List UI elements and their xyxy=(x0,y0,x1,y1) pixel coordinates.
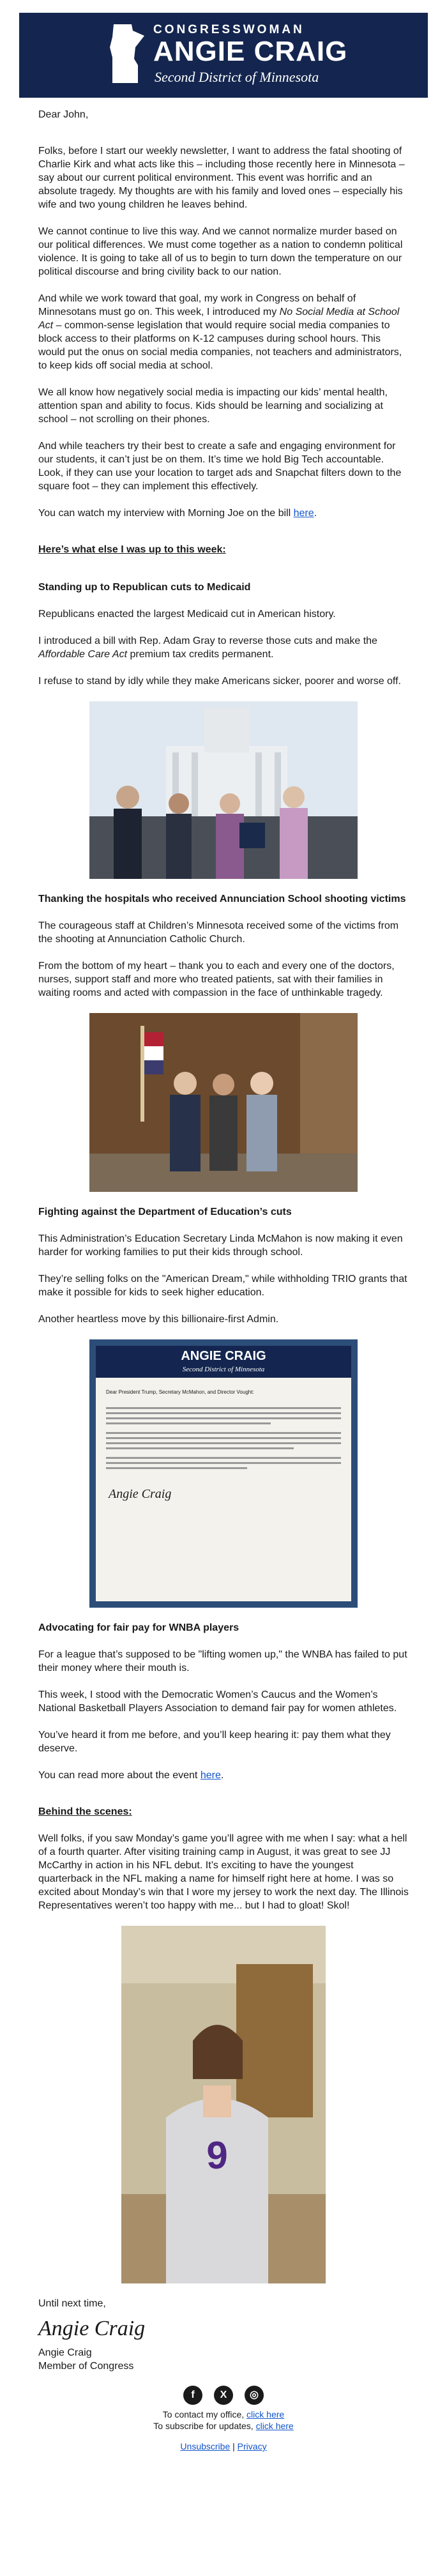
letter-header: ANGIE CRAIG Second District of Minnesota xyxy=(96,1346,351,1378)
letter-body-lines xyxy=(96,1401,351,1475)
body-paragraph: We all know how negatively social media is impacting our kids’ mental health, attention span and ability to focus. Kids should be learning and socializing at school – not scrolling on their phones. xyxy=(38,387,388,425)
interview-paragraph: You can watch my interview with Morning Joe on the bill here. xyxy=(38,508,317,519)
footer-links xyxy=(0,2441,447,2452)
contact-line: To contact my office, click here xyxy=(162,2409,285,2420)
wnba-more-paragraph: You can read more about the event here. xyxy=(38,1770,224,1781)
footer-separator: | xyxy=(232,2441,235,2451)
hospitals-paragraph: From the bottom of my heart – thank you to each and every one of the doctors, nurses, support staff and more who treated patients, sat with their families in waiting rooms and acted with compassion in the face of unthinkable tragedy. xyxy=(38,961,395,998)
intro-paragraph: We cannot continue to live this way. And we cannot normalize murder based on our political differences. We must come together as a nation to condemn political violence. It is going to take all of us to begin to turn down the temperature on our political discourse and bring civility back to our nation. xyxy=(38,226,403,277)
banner-line1: CONGRESSWOMAN xyxy=(153,23,305,36)
minnesota-map-icon xyxy=(109,22,147,86)
unsubscribe-link[interactable]: Unsubscribe xyxy=(180,2441,231,2451)
body-paragraph: And while teachers try their best to create a safe and engaging environment for our students, it can’t just be on them. It’s time we hold Big Tech accountable. Look, if they can use your location to target ads and Snapchat filters down to the square foot – they can implement this effectively. xyxy=(38,441,402,492)
letter-salutation: Dear President Trump, Secretary McMahon, and Director Vought: xyxy=(106,1389,254,1395)
contact-link[interactable]: click here xyxy=(246,2409,285,2420)
education-letter-image xyxy=(89,1339,358,1608)
hospitals-heading: Thanking the hospitals who received Annunciation School shooting victims xyxy=(38,894,406,904)
act-paragraph: And while we work toward that goal, my work in Congress on behalf of Minnesotans must go on. This week, I introduced my No Social Media at School Act – common-sense legislation that would require social media companies to block access to their platforms on K-12 campuses during school hours. This would put the onus on social media companies, not teachers and administrators, to keep kids off social media at school. xyxy=(38,293,402,371)
behind-scenes-paragraph: Well folks, if you saw Monday’s game you’ll agree with me when I say: what a hell of a fourth quarter. After visiting training camp in August, it was great to see JJ McCarthy in action in his NFL debut. It’s exciting to have the youngest quarterback in the NFL making a name for himself right here at home. I was so excited about Monday’s win that I wore my jersey to work the next day. The Illinois Representatives weren’t too happy with me... but I had to gloat! Skol! xyxy=(38,1833,409,1911)
interview-link[interactable]: here xyxy=(293,508,314,519)
medicaid-paragraph: Republicans enacted the largest Medicaid cut in American history. xyxy=(38,609,336,620)
banner-line3: Second District of Minnesota xyxy=(155,69,319,85)
footer xyxy=(0,2386,447,2471)
svg-text:9: 9 xyxy=(206,2134,228,2177)
act-title: No Social Media at School Act xyxy=(38,307,400,331)
wnba-paragraph: This week, I stood with the Democratic Women’s Caucus and the Women’s National Basketball Players Association to demand fair pay for women athletes. xyxy=(38,1689,397,1714)
closing-name: Angie Craig xyxy=(38,2347,92,2358)
hospital-visit-photo xyxy=(89,1013,358,1192)
greeting: Dear John, xyxy=(38,109,89,120)
subscribe-line: To subscribe for updates, click here xyxy=(153,2421,294,2431)
wnba-heading: Advocating for fair pay for WNBA players xyxy=(38,1622,239,1633)
privacy-link[interactable]: Privacy xyxy=(237,2441,267,2451)
education-paragraph: This Administration’s Education Secretary Linda McMahon is now making it even harder for working families to put their kids through school. xyxy=(38,1233,403,1258)
intro-paragraph: Folks, before I start our weekly newsletter, I want to address the fatal shooting of Charlie Kirk and what acts like this – including those recently here in Minnesota – say about our current political environment. This event was horrific and an absolute tragedy. My thoughts are with his family and loved ones – especially his wife and two young children he leaves behind. xyxy=(38,146,405,210)
medicaid-heading: Standing up to Republican cuts to Medicaid xyxy=(38,582,251,593)
handwritten-signature: Angie Craig xyxy=(38,2317,146,2340)
capitol-press-conference-photo xyxy=(89,701,358,879)
medicaid-paragraph: I introduced a bill with Rep. Adam Gray to reverse those cuts and make the Affordable Care Act premium tax credits permanent. xyxy=(38,636,377,660)
education-paragraph: They’re selling folks on the "American Dream," while withholding TRIO grants that make it possible for kids to seek higher education. xyxy=(38,1274,407,1298)
newsletter-banner xyxy=(19,13,428,98)
closing-title: Member of Congress xyxy=(38,2361,134,2372)
behind-scenes-heading: Behind the scenes: xyxy=(38,1806,132,1817)
facebook-icon[interactable]: f xyxy=(183,2386,202,2405)
instagram-icon[interactable]: ◎ xyxy=(245,2386,264,2405)
closing-until: Until next time, xyxy=(38,2298,106,2309)
social-links xyxy=(0,2386,447,2405)
banner-line2: ANGIE CRAIG xyxy=(153,36,348,67)
hospitals-paragraph: The courageous staff at Children’s Minnesota received some of the victims from the shooting at Annunciation Catholic Church. xyxy=(38,920,399,945)
section-heading: Here’s what else I was up to this week: xyxy=(38,544,226,555)
letter-signature: Angie Craig xyxy=(109,1487,172,1501)
education-heading: Fighting against the Department of Education’s cuts xyxy=(38,1207,292,1217)
medicaid-paragraph: I refuse to stand by idly while they make Americans sicker, poorer and worse off. xyxy=(38,676,401,687)
wnba-paragraph: For a league that’s supposed to be "lifting women up," the WNBA has failed to put their money where their mouth is. xyxy=(38,1649,407,1673)
education-paragraph: Another heartless move by this billionaire-first Admin. xyxy=(38,1314,279,1325)
wnba-paragraph: You’ve heard it from me before, and you’ll keep hearing it: pay them what they deserve. xyxy=(38,1730,391,1754)
newsletter-body xyxy=(0,98,447,2373)
wnba-event-link[interactable]: here xyxy=(200,1770,221,1781)
subscribe-link[interactable]: click here xyxy=(255,2421,294,2431)
vikings-jersey-photo xyxy=(121,1926,326,2283)
x-icon[interactable]: X xyxy=(214,2386,233,2405)
